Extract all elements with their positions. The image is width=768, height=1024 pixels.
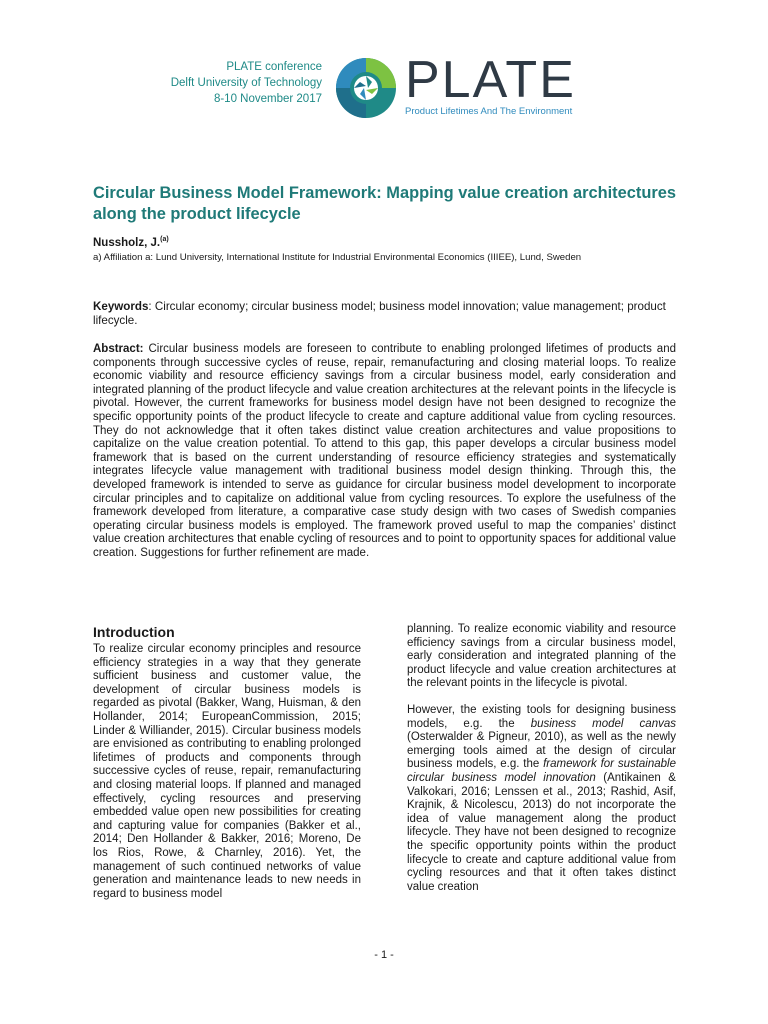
paragraph-text: (Antikainen & Valkokari, 2016; Lenssen et al., 2013; Rashid, Asif, Krajnik, & Nicolescu, 2013) do not incorporate the idea of value management along the product lifecycle. They have not been designed to recognize the specific opportunity points within the product lifecycle to create and capture additional value from cycling resources and that it often takes distinct value creation: [407, 771, 676, 893]
abstract-label: Abstract:: [93, 343, 144, 355]
page-number: - 1 -: [374, 949, 394, 961]
conference-dates: 8-10 November 2017: [213, 93, 322, 105]
conference-venue: Delft University of Technology: [170, 77, 322, 89]
abstract-text: Circular business models are foreseen to contribute to enabling prolonged lifetimes of products and components through successive cycles of reuse, repair, remanufacturing and closing material loops. To realize economic viability and resource efficiency savings from a circular business model, early consideration and integrated planning of the product lifecycle and value creation architectures at the relevant points in the lifecycle is pivotal. However, the current frameworks for business model design have not been designed to recognize the specific opportunity points of the product lifecycle to create and capture additional value from cycling resources. They do not acknowledge that it often takes distinct value creation architectures and value propositions to capitalize on the value creation potential. To attend to this gap, this paper develops a circular business model framework that is based on the current understanding of resource efficiency strategies and systematically integrates lifecycle value management with traditional business model design thinking. Through this, the developed framework is intended to serve as guidance for circular business model development to incorporate circular principles and to capitalize on additional value from cycling resources. To explore the usefulness of the framework developed from literature, a comparative case study design with two cases of Swedish companies operating circular business models is employed. The framework proved useful to map the companies’ distinct value creation architectures that enable cycling of resources and to point to opportunity spaces for additional value creation. Suggestions for further refinement are made.: [93, 343, 676, 559]
plate-logo: [334, 51, 614, 124]
paragraph-text: (Osterwalder & Pigneur, 2010), as well as the newly emerging tools aimed at the design of circular business models, e.g. the: [407, 731, 676, 771]
logo-wordmark: PLATE: [405, 51, 576, 109]
keywords-text: : Circular economy; circular business model; business model innovation; value management; product lifecycle.: [93, 300, 666, 327]
section-heading-introduction: Introduction: [93, 624, 175, 640]
aperture-logo-icon: [334, 56, 398, 120]
framework-term: framework for sustainable circular business model innovation: [407, 758, 676, 784]
author-affiliation: a) Affiliation a: Lund University, International Institute for Industrial Environmental Economics (IIIEE), Lund, Sweden: [93, 252, 582, 263]
conference-info: [150, 59, 322, 107]
business-model-canvas-term: business model canvas: [530, 717, 676, 730]
author-line: [93, 236, 169, 249]
introduction-paragraph-1: To realize circular economy principles and resource efficiency strategies in a way that they generate sufficient business and customer value, the development of circular business models is regarded as pivotal (Bakker, Wang, Huisman, & den Hollander, 2014; EuropeanCommission, 2015; Linder & Williander, 2015). Circular business models are envisioned as contributing to enabling prolonged lifetimes of products and components through successive cycles of reuse, repair, remanufacturing and closing material loops. If planned and managed effectively, cycling resources and preserving embedded value open new possibilities for creating and capturing value for companies (Bakker et al., 2014; Den Hollander & Bakker, 2016; Moreno, De los Rios, Rowe, & Charnley, 2016). Yet, the management of such continued networks of value generation and maintenance leads to new needs in regard to business model: [93, 643, 361, 900]
introduction-paragraph-2: planning. To realize economic viability and resource efficiency savings from a circular business model, early consideration and integrated planning of the product lifecycle and value creation architectures at the relevant points in the lifecycle is pivotal.: [407, 623, 676, 690]
author-name: Nussholz, J.: [93, 236, 161, 249]
keywords-label: Keywords: [93, 300, 149, 313]
paper-title: Circular Business Model Framework: Mapping value creation architectures along the product lifecycle: [93, 184, 676, 223]
keywords: [93, 300, 683, 328]
left-column: [93, 624, 361, 901]
right-column: [407, 623, 676, 894]
logo-tagline: Product Lifetimes And The Environment: [405, 106, 573, 117]
abstract: [93, 343, 676, 561]
conference-name: PLATE conference: [226, 61, 322, 73]
paragraph-text: However, the existing tools for designing business models, e.g. the: [407, 703, 676, 730]
introduction-paragraph-3: [407, 704, 676, 894]
author-affiliation-marker: (a): [160, 236, 169, 243]
